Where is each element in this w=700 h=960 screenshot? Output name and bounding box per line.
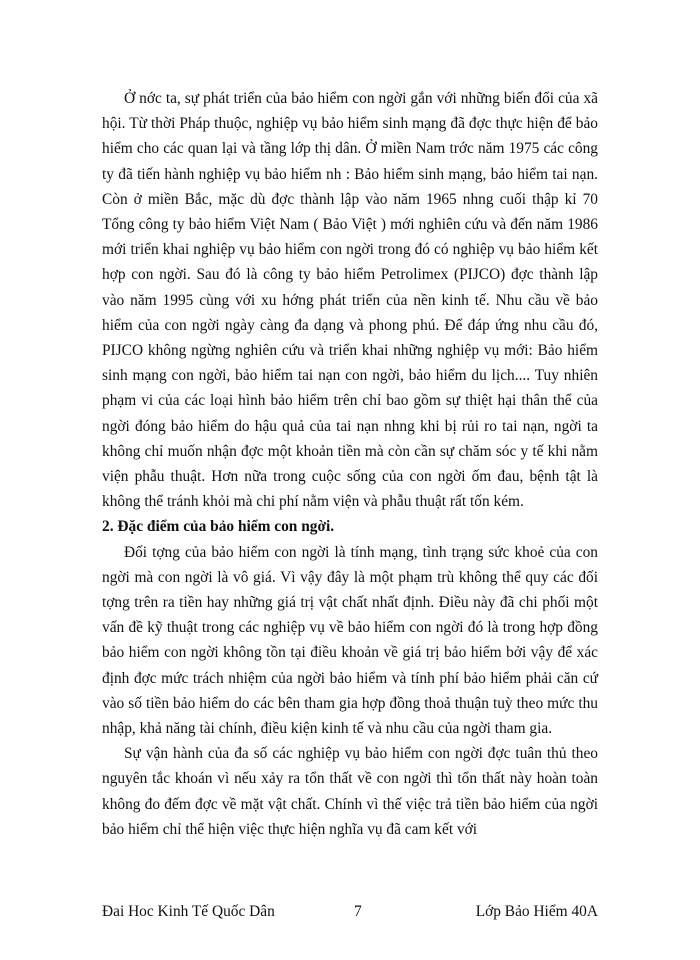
- footer-university: Đai Hoc Kinh Tế Quốc Dân: [102, 903, 275, 920]
- footer-class: Lớp Bảo Hiểm 40A: [475, 903, 598, 920]
- paragraph-insured-object: Đối tợng của bảo hiểm con ngời là tính mạng, tình trạng sức khoẻ của con ngời mà con ngời là vô giá. Vì vậy đây là một phạm trù không thể quy các đối tợng trên ra tiền hay những giá trị vật chất nhất định. Điều này đã chi phối một vấn đề kỹ thuật trong các nghiệp vụ về bảo hiểm con ngời đó là trong hợp đồng bảo hiểm con ngời không tồn tại điều khoản về giá trị bảo hiểm bởi vậy để xác định đợc mức trách nhiệm của ngời bảo hiểm và tính phí bảo hiểm phải căn cứ vào số tiền bảo hiểm do các bên tham gia hợp đồng thoả thuận tuỳ theo mức thu nhập, khả năng tài chính, điều kiện kinh tế và nhu cầu của ngời tham gia.: [102, 543, 598, 738]
- footer-page-number: 7: [354, 903, 362, 920]
- document-body: [102, 86, 598, 842]
- section-heading-characteristics: 2. Đặc điểm của bảo hiểm con ngời.: [102, 518, 335, 536]
- paragraph-operation-principle: Sự vận hành của đa số các nghiệp vụ bảo hiểm con ngời đợc tuân thủ theo nguyên tắc khoán vì nếu xảy ra tổn thất về con ngời thì tổn thất này hoàn toàn không đo đếm đợc về mặt vật chất. Chính vì thế việc trả tiền bảo hiểm của ngời bảo hiểm chỉ thể hiện việc thực hiện nghĩa vụ đã cam kết với: [102, 745, 598, 838]
- paragraph-history: Ở nớc ta, sự phát triển của bảo hiểm con ngời gắn với những biến đổi của xã hội. Từ thời Pháp thuộc, nghiệp vụ bảo hiểm sinh mạng đã đợc thực hiện để bảo hiểm cho các quan lại và tầng lớp thị dân. Ở miền Nam trớc năm 1975 các công ty đã tiến hành nghiệp vụ bảo hiểm nh : Bảo hiểm sinh mạng, bảo hiểm tai nạn. Còn ở miền Bắc, mặc dù đợc thành lập vào năm 1965 nhng cuối thập kỉ 70 Tổng công ty bảo hiểm Việt Nam ( Bảo Việt ) mới nghiên cứu và đến năm 1986 mới triển khai nghiệp vụ bảo hiểm con ngời trong đó có nghiệp vụ bảo hiểm kết hợp con ngời. Sau đó là công ty bảo hiểm Petrolimex (PIJCO) đợc thành lập vào năm 1995 cùng với xu hớng phát triển của nền kinh tế. Nhu cầu về bảo hiểm của con ngời ngày càng đa dạng và phong phú. Để đáp ứng nhu cầu đó, PIJCO không ngừng nghiên cứu và triển khai những nghiệp vụ mới: Bảo hiểm sinh mạng con ngời, bảo hiểm tai nạn con ngời, bảo hiểm du lịch.... Tuy nhiên phạm vi của các loại hình bảo hiểm trên chỉ bao gồm sự thiệt hại thân thể của ngời đóng bảo hiểm do hậu quả của tai nạn nhng khi bị rủi ro tai nạn, ngời ta không chỉ muốn nhận đợc một khoản tiền mà còn cần sự chăm sóc y tế khi nằm viện phẫu thuật. Hơn nữa trong cuộc sống của con ngời ốm đau, bệnh tật là không thể tránh khỏi mà chi phí nằm viện và phẫu thuật rất tốn kém.: [102, 90, 598, 511]
